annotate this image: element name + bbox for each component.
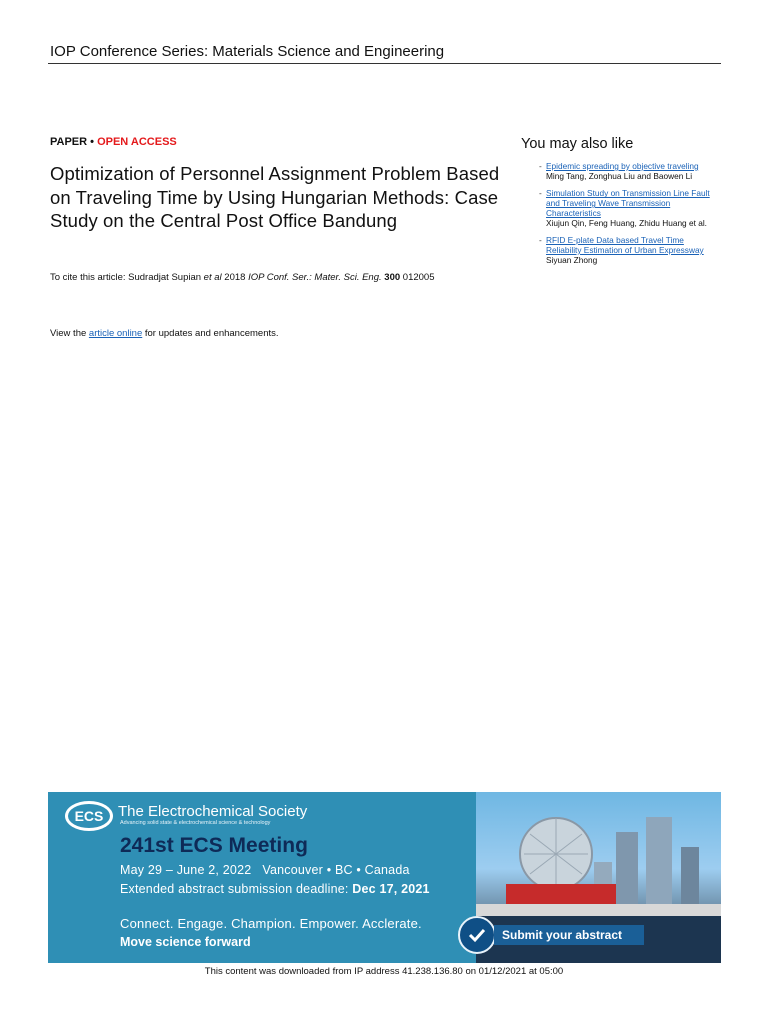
view-suffix: for updates and enhancements. [142, 328, 279, 339]
cite-volume: 300 [384, 272, 401, 283]
related-item-link[interactable]: RFID E-plate Data based Travel Time Reliability Estimation of Urban Expressway [546, 235, 704, 255]
related-item-link[interactable]: Simulation Study on Transmission Line Fault and Traveling Wave Transmission Characteristics [546, 188, 710, 218]
related-item [521, 162, 721, 181]
open-access-label: OPEN ACCESS [97, 136, 177, 148]
submit-abstract-label: Submit your abstract [494, 925, 644, 945]
ecs-org-name: The Electrochemical Society [118, 803, 308, 820]
view-online-line [50, 328, 279, 339]
related-item-authors: Siyuan Zhong [546, 254, 598, 265]
view-prefix: View the [50, 328, 89, 339]
banner-subslogan: Move science forward [120, 935, 251, 949]
tag-separator: • [90, 136, 95, 148]
ecs-org-tagline: Advancing solid state & electrochemical science & technology [120, 820, 271, 826]
ecs-meeting-banner[interactable] [48, 792, 721, 963]
meeting-title: 241st ECS Meeting [120, 834, 308, 857]
ecs-logo-text: ECS [74, 808, 104, 824]
journal-title: IOP Conference Series: Materials Science and Engineering [50, 43, 445, 60]
checkmark-icon [458, 916, 496, 954]
ecs-logo-icon [64, 800, 114, 832]
list-dash: - [539, 161, 542, 171]
related-item-authors: Ming Tang, Zonghua Liu and Baowen Li [546, 170, 693, 181]
submission-deadline [120, 882, 430, 896]
paper-access-tag [50, 136, 177, 148]
deadline-date: Dec 17, 2021 [352, 882, 430, 896]
cite-prefix: To cite this article: Sudradjat Supian [50, 272, 204, 283]
related-item-link[interactable]: Epidemic spreading by objective traveling [546, 161, 699, 171]
citation-line [50, 272, 434, 283]
article-online-link[interactable]: article online [88, 328, 143, 339]
list-dash: - [539, 188, 542, 199]
cite-year: 2018 [221, 272, 249, 283]
related-item [521, 236, 721, 265]
related-heading: You may also like [521, 136, 634, 152]
cite-etal: et al [203, 272, 222, 283]
list-dash: - [539, 235, 542, 246]
header-divider [48, 63, 721, 64]
meeting-dates: May 29 – June 2, 2022 Vancouver • BC • Canada [120, 863, 410, 877]
related-item [521, 189, 721, 228]
banner-slogan: Connect. Engage. Champion. Empower. Acclerate. [120, 916, 422, 931]
paper-label: PAPER [50, 136, 88, 148]
related-item-authors: Xiujun Qin, Feng Huang, Zhidu Huang et al. [546, 217, 707, 228]
submit-abstract-button[interactable] [458, 916, 648, 954]
related-articles-panel [521, 136, 721, 273]
article-title: Optimization of Personnel Assignment Problem Based on Traveling Time by Using Hungarian Methods: Case Study on the Central Post Office Bandung [50, 163, 500, 231]
cite-number: 012005 [400, 272, 435, 283]
download-notice: This content was downloaded from IP address 41.238.136.80 on 01/12/2021 at 05:00 [204, 966, 564, 977]
cite-journal: IOP Conf. Ser.: Mater. Sci. Eng. [248, 272, 382, 283]
deadline-label: Extended abstract submission deadline: [120, 882, 353, 896]
